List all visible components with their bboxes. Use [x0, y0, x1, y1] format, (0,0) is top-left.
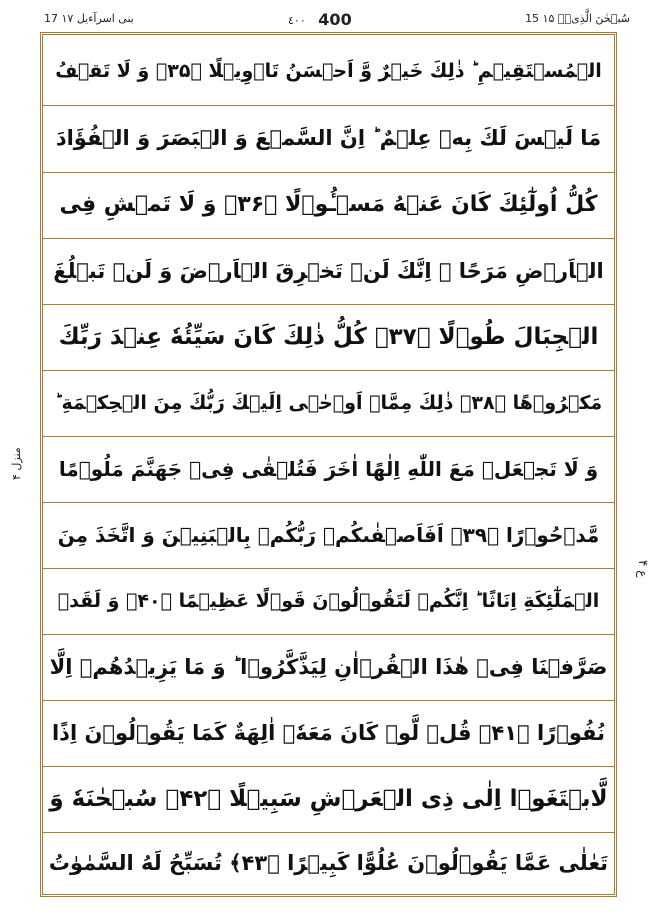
quran-line-13: تَعٰلٰی عَمَّا یَقُوۡلُوۡنَ عُلُوًّا كَبِیۡرًا ﴿۴۳﴾ تُسَبِّحُ لَهُ السَّمٰوٰتُ	[48, 851, 609, 875]
quran-line-10: صَرَّفۡنَا فِیۡ هٰذَا الۡقُرۡاٰنِ لِیَذَّكَّرُوۡا ؕ وَ مَا یَزِیۡدُهُمۡ اِلَّا	[49, 655, 608, 679]
quran-line-12: لَّابۡتَغَوۡا اِلٰی ذِی الۡعَرۡشِ سَبِیۡلًا ﴿۴۲﴾ سُبۡحٰنَهٗ وَ	[49, 786, 608, 812]
quran-line-5: الۡجِبَالَ طُوۡلًا ﴿۳۷﴾ كُلُّ ذٰلِكَ كَانَ سَیِّئُهٗ عِنۡدَ رَبِّكَ	[58, 324, 599, 350]
quran-line-7: وَ لَا تَجۡعَلۡ مَعَ اللّٰهِ اِلٰهًا اٰخَرَ فَتُلۡقٰی فِیۡ جَهَنَّمَ مَلُوۡمًا	[58, 457, 599, 481]
quran-line-9: الۡمَلٰٓئِكَةِ اِنَاثًا ؕ اِنَّكُمۡ لَتَقُوۡلُوۡنَ قَوۡلًا عَظِیۡمًا ﴿۴۰﴾ وَ لَقَدۡ	[57, 590, 600, 612]
manzil-marker: منزل ۴	[10, 447, 23, 480]
quran-line-4: الۡاَرۡضِ مَرَحًا ۚ اِنَّكَ لَنۡ تَخۡرِقَ الۡاَرۡضَ وَ لَنۡ تَبۡلُغَ	[53, 259, 604, 283]
quran-line-6: مَكۡرُوۡهًا ﴿۳۸﴾ ذٰلِكَ مِمَّاۤ اَوۡحٰۤی اِلَیۡكَ رَبُّكَ مِنَ الۡحِكۡمَةِ ؕ	[54, 392, 603, 414]
header-surah-label: بنی اسرآءیل ۱۷ 17	[44, 12, 134, 25]
quran-line-1: الۡمُسۡتَقِیۡمِ ؕ ذٰلِكَ خَیۡرٌ وَّ اَحۡسَنُ تَاۡوِیۡلًا ﴿۳۵﴾ وَ لَا تَقۡفُ	[55, 60, 602, 82]
ruku-marker: ع ۴	[636, 560, 650, 578]
header-page-number-arabic: ٤٠٠	[288, 14, 306, 27]
quran-line-2: مَا لَیۡسَ لَكَ بِهٖ عِلۡمٌ ؕ اِنَّ السَّمۡعَ وَ الۡبَصَرَ وَ الۡفُؤَادَ	[55, 126, 602, 150]
quran-line-11: نُفُوۡرًا ﴿۴۱﴾ قُلۡ لَّوۡ كَانَ مَعَهٗۤ اٰلِهَةٌ كَمَا یَقُوۡلُوۡنَ اِذًا	[51, 721, 606, 745]
header-page-number: 400	[318, 10, 352, 29]
quran-line-8: مَّدۡحُوۡرًا ﴿۳۹﴾ اَفَاَصۡفٰىكُمۡ رَبُّكُمۡ بِالۡبَنِیۡنَ وَ اتَّخَذَ مِنَ	[57, 523, 600, 547]
header-para-label: 15 سُبۡحٰنَ الَّذِیۡۤ ۱۵	[525, 12, 630, 25]
quran-line-3: كُلُّ اُولٰٓئِكَ كَانَ عَنۡهُ مَسۡـُٔوۡلًا ﴿۳۶﴾ وَ لَا تَمۡشِ فِی	[59, 192, 598, 217]
